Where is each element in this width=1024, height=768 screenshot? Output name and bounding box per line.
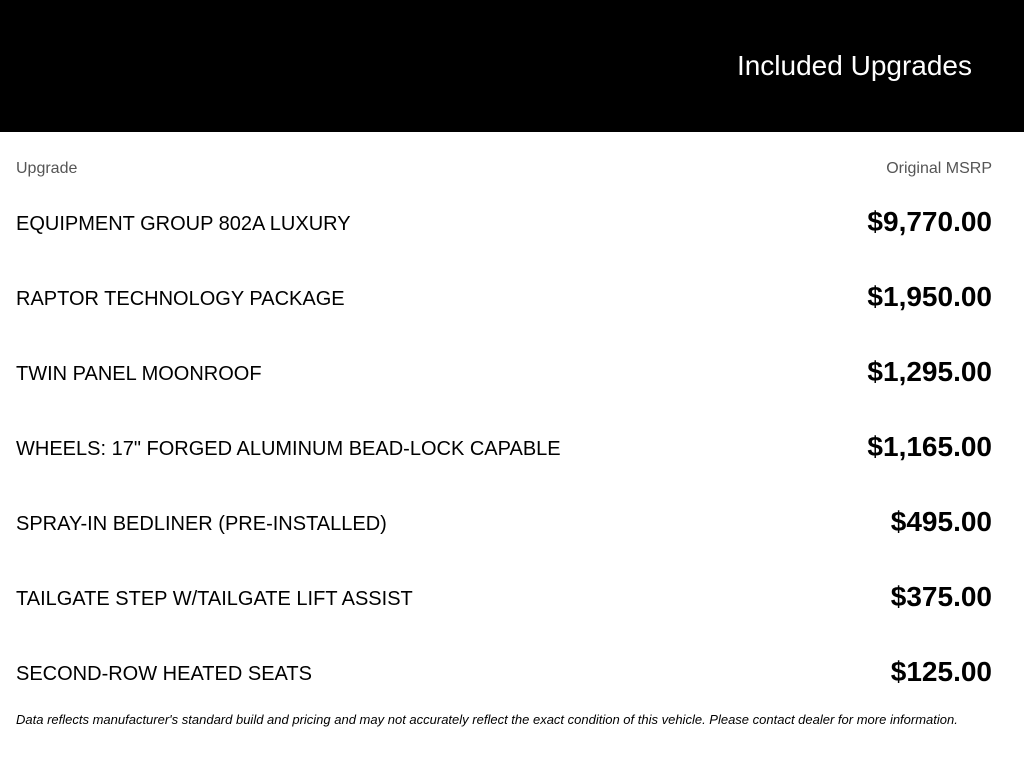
upgrade-name: TWIN PANEL MOONROOF (16, 363, 262, 385)
upgrade-name: SPRAY-IN BEDLINER (PRE-INSTALLED) (16, 513, 387, 535)
upgrade-price: $1,295.00 (867, 356, 992, 387)
upgrade-row (16, 417, 992, 492)
upgrades-list (16, 192, 992, 717)
page-title: Included Upgrades (736, 50, 972, 81)
upgrade-name: TAILGATE STEP W/TAILGATE LIFT ASSIST (16, 588, 413, 610)
upgrade-row (16, 642, 992, 717)
upgrade-price: $495.00 (890, 506, 992, 537)
column-header-upgrade: Upgrade (16, 160, 78, 177)
upgrade-price: $125.00 (890, 656, 992, 687)
upgrade-price: $1,165.00 (867, 431, 992, 462)
column-headers (16, 160, 992, 180)
upgrade-price: $375.00 (890, 581, 992, 612)
column-header-msrp: Original MSRP (886, 160, 992, 177)
upgrade-name: EQUIPMENT GROUP 802A LUXURY (16, 213, 351, 235)
disclaimer-text: Data reflects manufacturer's standard build and pricing and may not accurately reflect the exact condition of this vehicle. Please contact dealer for more information. (16, 712, 958, 727)
header-banner (0, 0, 1024, 132)
upgrade-name: SECOND-ROW HEATED SEATS (16, 663, 312, 685)
upgrade-name: WHEELS: 17" FORGED ALUMINUM BEAD-LOCK CAPABLE (16, 438, 561, 460)
upgrade-price: $1,950.00 (867, 281, 992, 312)
upgrade-row (16, 492, 992, 567)
upgrade-row (16, 267, 992, 342)
upgrade-row (16, 567, 992, 642)
upgrade-row (16, 192, 992, 267)
upgrade-name: RAPTOR TECHNOLOGY PACKAGE (16, 288, 345, 310)
upgrade-price: $9,770.00 (867, 206, 992, 237)
upgrade-row (16, 342, 992, 417)
